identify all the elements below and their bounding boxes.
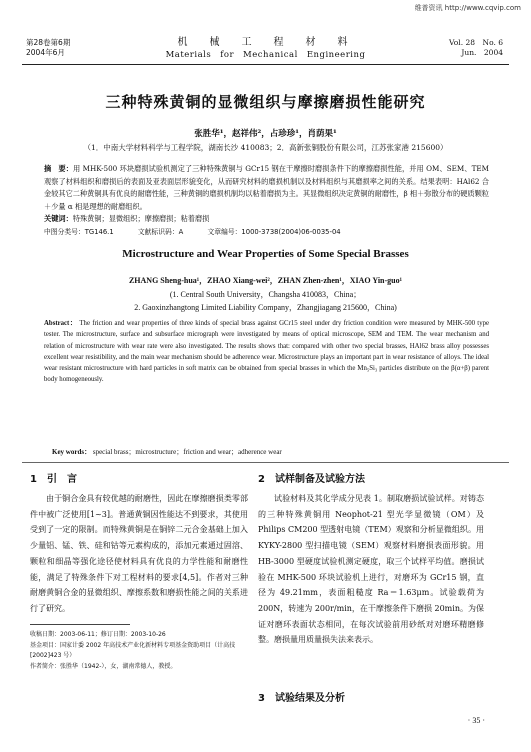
author-list-en: ZHANG Sheng-hua¹，ZHAO Xiang-wei²，ZHAN Zhen-zhen¹，XIAO Yin-guo¹: [128, 276, 403, 285]
keywords-en-text: special brass；microstructure；friction and wear；adherence wear: [92, 448, 282, 456]
volume-en: Vol. 28 No. 6: [449, 38, 503, 47]
author-list: 张胜华¹，赵祥伟²，占珍珍¹，肖荫果¹: [194, 129, 337, 139]
journal-name-en: Materials for Mechanical Engineering: [165, 50, 366, 60]
keywords-cn-label: 关键词：: [44, 214, 73, 223]
footnote-funding: 基金项目：国家计委 2002 年高技术产业化新材料专项基金资助项目（计高技[2002]423 号）: [30, 641, 236, 659]
abstract-cn: [44, 163, 489, 226]
article-number: 文章编号：1000-3738(2004)06-0035-04: [207, 228, 341, 236]
keywords-cn-text: 特殊黄铜；显微组织；摩擦磨损；粘着磨损: [72, 214, 210, 223]
date-cn: 2004年6月: [26, 48, 65, 57]
date-en: Jun. 2004: [461, 48, 503, 57]
section-3-heading: 3 试验结果及分析: [258, 693, 345, 704]
section-2-heading: 2 试样制备及试验方法: [258, 474, 365, 485]
footnote-rule: [30, 624, 130, 625]
clc-number: 中图分类号：TG146.1: [44, 228, 114, 236]
section-1-body: 由于铜合金具有较优越的耐磨性，因此在摩擦磨损类零部件中被广泛使用[1~3]。普通黄铜因性能达不到要求，其使用受到了一定的限制。而特殊黄铜是在铜锌二元合金基础上加入少量铝、锰、铁、硅和钴等元素构成的，添加元素通过固溶、颗粒和细晶等强化途径使材料具有优良的力学性能和耐磨性能，满足了特殊条件下对工程材料的要求[4,5]。作者对三种耐磨黄铜合金的显微组织、摩擦系数和磨损性能之间的关系进行了研究。: [30, 494, 248, 613]
section-divider: [22, 462, 509, 463]
footnote-author: 作者简介：张胜华（1942-），女，湖南常德人，教授。: [30, 662, 177, 670]
paper-title-en: Microstructure and Wear Properties of Some Special Brasses: [122, 248, 409, 260]
classification-line: [44, 226, 363, 236]
header-rule: [22, 64, 509, 65]
keywords-en: [52, 447, 282, 457]
journal-name-cn: 机 械 工 程 材 料: [177, 37, 354, 48]
header-right: [449, 38, 503, 58]
abstract-en-text: The friction and wear properties of three kinds of special brass against GCr15 steel under dry friction condition were measured by MHK-500 type tester. The microstructure, surface and subsurface micrograph were investigated by means of optical microscope, SEM and TEM. The wear mechanism and relation of microstructure with wear rate were also investigated. The results shows that: compared with other two special brasses, HAl62 brass alloy possesses excellent wear resistibility, and the main wear mechanism should be adherence wear. Microstructure plays an important part in wear resistance of alloys. The ideal wear resistant microstructure with hard particles in soft matrix can be obtained from special brasses in which the Mn₅Si₃ particles distribute on the β(α+β) parent body homogeneously.: [44, 320, 490, 384]
document-code: 文献标识码：A: [137, 228, 184, 236]
affiliation-en-2: 2. Gaoxinzhangtong Limited Liability Company，Zhangjiagang 215600，China): [134, 303, 397, 312]
section-2-body: 试验材料及其化学成分见表 1。制取磨损试验试样。对铸态的三种特殊黄铜用 Neophot-21 型光学显微镜（OM）及 Philips CM200 型透射电镜（TEM）观察和分析显微组织。用 KYKY-2800 型扫描电镜（SEM）观察材料磨损表面形貌。用 HB-3000 型硬度试验机测定硬度，取三个试样平均值。磨损试验在 MHK-500 环块试验机上进行，对磨环为 GCr15 钢，直径为 49.21mm，表面粗糙度 Ra＝1.63μm。试验载荷为 200N，转速为 200r/min，在干摩擦条件下磨损 20min。为保证对磨环表面状态相同，在每次试验前用砂纸对对磨环精磨修整。磨损量用质量损失法来表示。: [258, 494, 484, 645]
abstract-en-label: Abstract：: [44, 320, 78, 327]
page-number: · 35 ·: [467, 716, 485, 725]
affiliation: （1．中南大学材料科学与工程学院，湖南长沙 410083；2．高新张铜股份有限公司，江苏张家港 215600）: [83, 143, 448, 152]
section-1-heading: 1 引 言: [30, 474, 77, 485]
affiliation-en-1: (1. Central South University，Changsha 410083，China；: [169, 290, 362, 299]
abstract-cn-label: 摘 要：: [44, 164, 74, 173]
footnote-received: 收稿日期：2003-06-11；修订日期：2003-10-26: [30, 631, 166, 638]
abstract-cn-text: 用 MHK-500 环块磨损试验机测定了三种特殊黄铜与 GCr15 钢在干摩擦时磨损条件下的摩擦磨损性能，并用 OM、SEM、TEM 观察了材料组织和磨损后的表面及亚表面层形貌变化，从而研究材料的磨损机制以及材料组织与其磨损率之间的关系。结果表明：HAl62 合金较其它二种黄铜具有优良的耐磨性能，三种黄铜的磨损机制均以粘着磨损为主。其显微组织决定黄铜的耐磨性，β 相＋弥散分布的硬质颗粒＋少量 α 相是理想的耐磨组织。: [44, 164, 489, 211]
paper-title: 三种特殊黄铜的显微组织与摩擦磨损性能研究: [105, 93, 426, 111]
abstract-en: [44, 318, 489, 386]
footnotes: [30, 630, 252, 672]
source-watermark-url: 维普资讯 http://www.cqvip.com: [414, 4, 521, 12]
volume-cn: 第28卷第6期: [26, 38, 71, 47]
keywords-en-label: Key words：: [52, 448, 92, 456]
